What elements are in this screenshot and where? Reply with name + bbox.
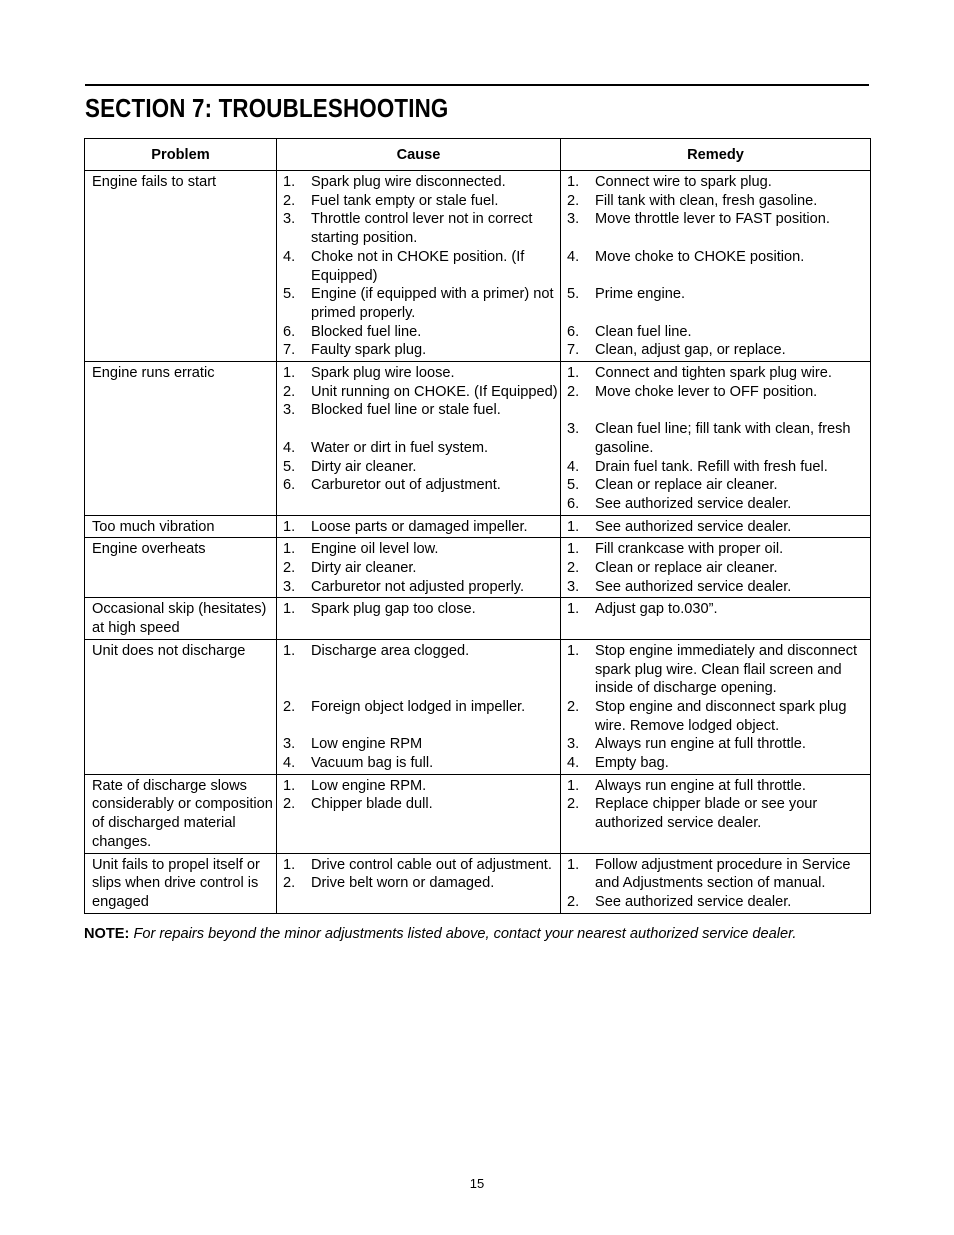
remedy-cell [561, 774, 871, 853]
cause-cell [277, 598, 561, 639]
cause-text: Carburetor out of adjustment. [311, 477, 501, 494]
remedy-number: 4. [567, 458, 580, 475]
cause-text: Dirty air cleaner. [311, 560, 417, 577]
cause-number: 6. [283, 323, 296, 340]
cause-text: Blocked fuel line. [311, 323, 422, 340]
cause-item [277, 777, 560, 796]
cause-text: Loose parts or damaged impeller. [311, 518, 528, 535]
cause-list [277, 600, 560, 619]
cause-cell [277, 171, 561, 362]
cause-text: Engine (if equipped with a primer) not primed properly. [311, 286, 554, 321]
table-row [85, 515, 871, 538]
cause-item [277, 642, 560, 698]
cause-text: Discharge area clogged. [311, 642, 470, 659]
remedy-item [561, 248, 870, 285]
remedy-item [561, 600, 870, 619]
remedy-number: 2. [567, 698, 580, 715]
cause-text: Drive control cable out of adjustment. [311, 856, 552, 873]
remedy-text: See authorized service dealer. [595, 578, 792, 595]
remedy-cell [561, 171, 871, 362]
remedy-text: See authorized service dealer. [595, 495, 792, 512]
cause-text: Foreign object lodged in impeller. [311, 698, 526, 715]
remedy-item [561, 735, 870, 754]
remedy-item [561, 578, 870, 597]
cause-cell [277, 362, 561, 516]
remedy-text: Adjust gap to.030”. [595, 601, 718, 618]
cause-item [277, 754, 560, 773]
problem-cell: Engine runs erratic [85, 362, 277, 516]
remedy-item [561, 173, 870, 192]
remedy-text: Always run engine at full throttle. [595, 736, 806, 753]
cause-text: Throttle control lever not in correct starting position. [311, 211, 533, 247]
section-rule [85, 84, 869, 86]
remedy-item [561, 795, 870, 832]
note-text: For repairs beyond the minor adjustments listed above, contact your nearest authorized service dealer. [133, 926, 797, 942]
cause-text: Fuel tank empty or stale fuel. [311, 192, 499, 209]
problem-cell: Too much vibration [85, 515, 277, 538]
remedy-item [561, 383, 870, 420]
remedy-item [561, 420, 870, 457]
table-body [85, 171, 871, 914]
page-number: 15 [469, 1176, 485, 1191]
cause-list [277, 518, 560, 537]
remedy-item [561, 518, 870, 537]
cause-number: 3. [283, 211, 296, 228]
remedy-text: Empty bag. [595, 755, 669, 772]
cause-number: 4. [283, 755, 296, 772]
cause-item [277, 458, 560, 477]
remedy-text: Move choke to CHOKE position. [595, 248, 805, 265]
remedy-text: Stop engine and disconnect spark plug wire. Remove lodged object. [595, 698, 847, 734]
remedy-text: Clean or replace air cleaner. [595, 560, 778, 577]
cause-item [277, 323, 560, 342]
remedy-text: Move throttle lever to FAST position. [595, 211, 830, 228]
remedy-item [561, 285, 870, 322]
note-label: NOTE: [84, 926, 130, 942]
cause-text: Spark plug wire disconnected. [311, 174, 506, 190]
cause-list [277, 777, 560, 814]
remedy-number: 7. [567, 342, 580, 359]
remedy-item [561, 777, 870, 796]
cause-text: Chipper blade dull. [311, 796, 433, 813]
remedy-list [561, 777, 870, 833]
cause-text: Carburetor not adjusted properly. [311, 578, 525, 595]
cause-text: Vacuum bag is full. [311, 755, 434, 772]
cause-text: Spark plug wire loose. [311, 365, 455, 382]
cause-item [277, 856, 560, 875]
cause-number: 2. [283, 698, 296, 715]
cause-item [277, 578, 560, 597]
cause-number: 1. [283, 365, 296, 382]
problem-cell: Occasional skip (hesitates) at high speed [85, 598, 277, 639]
remedy-cell [561, 598, 871, 639]
cause-number: 2. [283, 875, 296, 892]
remedy-list [561, 540, 870, 596]
remedy-number: 2. [567, 192, 580, 209]
remedy-number: 3. [567, 211, 580, 228]
remedy-number: 1. [567, 601, 580, 618]
cause-item [277, 210, 560, 247]
remedy-number: 2. [567, 796, 580, 813]
cause-text: Water or dirt in fuel system. [311, 439, 489, 456]
section-heading: SECTION 7: TROUBLESHOOTING [85, 93, 449, 123]
cause-item [277, 600, 560, 619]
remedy-number: 1. [567, 777, 580, 794]
remedy-number: 4. [567, 248, 580, 265]
remedy-number: 4. [567, 755, 580, 772]
remedy-cell [561, 853, 871, 913]
cause-number: 1. [283, 642, 296, 659]
cause-item [277, 364, 560, 383]
remedy-number: 1. [567, 518, 580, 535]
remedy-list [561, 364, 870, 514]
problem-cell: Unit does not discharge [85, 639, 277, 774]
remedy-item [561, 364, 870, 383]
remedy-text: Stop engine immediately and disconnect spark plug wire. Clean flail screen and inside of discharge opening. [595, 642, 858, 697]
remedy-number: 2. [567, 383, 580, 400]
cause-number: 1. [283, 777, 296, 794]
cause-item [277, 874, 560, 893]
remedy-text: Prime engine. [595, 286, 686, 303]
remedy-cell [561, 538, 871, 598]
remedy-item [561, 323, 870, 342]
table-row [85, 639, 871, 774]
remedy-item [561, 192, 870, 211]
remedy-text: Clean fuel line; fill tank with clean, fresh gasoline. [595, 421, 851, 456]
header-problem: Problem [85, 139, 277, 171]
remedy-number: 1. [567, 856, 580, 873]
remedy-number: 3. [567, 736, 580, 753]
cause-number: 3. [283, 578, 296, 595]
remedy-item [561, 476, 870, 495]
remedy-item [561, 210, 870, 247]
cause-text: Faulty spark plug. [311, 342, 427, 359]
cause-text: Unit running on CHOKE. (If Equipped) [311, 383, 558, 400]
remedy-item [561, 458, 870, 477]
remedy-item [561, 698, 870, 735]
remedy-text: Fill crankcase with proper oil. [595, 541, 784, 558]
remedy-list [561, 642, 870, 773]
remedy-number: 3. [567, 421, 580, 438]
remedy-text: Connect wire to spark plug. [595, 174, 772, 190]
remedy-item [561, 893, 870, 912]
cause-number: 5. [283, 286, 296, 303]
cause-number: 1. [283, 601, 296, 618]
remedy-number: 1. [567, 174, 580, 190]
troubleshooting-table [84, 138, 871, 914]
remedy-text: See authorized service dealer. [595, 518, 792, 535]
cause-item [277, 559, 560, 578]
remedy-list [561, 173, 870, 360]
cause-item [277, 192, 560, 211]
header-remedy: Remedy [561, 139, 871, 171]
cause-cell [277, 774, 561, 853]
cause-item [277, 518, 560, 537]
cause-text: Low engine RPM. [311, 777, 427, 794]
remedy-text: Move choke lever to OFF position. [595, 383, 818, 400]
remedy-item [561, 642, 870, 698]
header-cause: Cause [277, 139, 561, 171]
remedy-item [561, 540, 870, 559]
cause-number: 2. [283, 192, 296, 209]
cause-cell [277, 538, 561, 598]
cause-item [277, 401, 560, 438]
table-row [85, 598, 871, 639]
problem-cell: Engine fails to start [85, 171, 277, 362]
cause-number: 6. [283, 477, 296, 494]
remedy-text: See authorized service dealer. [595, 894, 792, 910]
cause-number: 5. [283, 458, 296, 475]
cause-item [277, 439, 560, 458]
table-row [85, 853, 871, 913]
cause-item [277, 248, 560, 285]
remedy-number: 2. [567, 894, 580, 910]
cause-text: Low engine RPM [311, 736, 423, 753]
cause-text: Dirty air cleaner. [311, 458, 417, 475]
remedy-item [561, 754, 870, 773]
remedy-text: Always run engine at full throttle. [595, 777, 806, 794]
cause-number: 1. [283, 518, 296, 535]
remedy-item [561, 341, 870, 360]
cause-cell [277, 853, 561, 913]
cause-number: 4. [283, 439, 296, 456]
remedy-number: 3. [567, 578, 580, 595]
remedy-item [561, 495, 870, 514]
cause-item [277, 383, 560, 402]
problem-cell: Rate of discharge slows considerably or composition of discharged material changes. [85, 774, 277, 853]
cause-number: 7. [283, 342, 296, 359]
cause-item [277, 795, 560, 814]
remedy-text: Connect and tighten spark plug wire. [595, 365, 832, 382]
cause-number: 2. [283, 383, 296, 400]
cause-item [277, 476, 560, 495]
remedy-text: Replace chipper blade or see your authorized service dealer. [595, 796, 818, 832]
problem-cell: Unit fails to propel itself or slips when drive control is engaged [85, 853, 277, 913]
remedy-number: 5. [567, 477, 580, 494]
cause-number: 4. [283, 248, 296, 265]
cause-item [277, 540, 560, 559]
note [84, 925, 796, 943]
remedy-item [561, 559, 870, 578]
cause-list [277, 856, 560, 893]
table-row [85, 538, 871, 598]
remedy-number: 1. [567, 541, 580, 558]
cause-list [277, 642, 560, 773]
cause-list [277, 173, 560, 360]
remedy-list [561, 518, 870, 537]
cause-item [277, 698, 560, 735]
cause-number: 2. [283, 560, 296, 577]
cause-number: 3. [283, 402, 296, 419]
remedy-cell [561, 362, 871, 516]
table-row [85, 362, 871, 516]
remedy-text: Clean fuel line. [595, 323, 692, 340]
cause-list [277, 540, 560, 596]
cause-item [277, 341, 560, 360]
remedy-number: 2. [567, 560, 580, 577]
remedy-number: 1. [567, 642, 580, 659]
table-row [85, 774, 871, 853]
remedy-number: 5. [567, 286, 580, 303]
remedy-number: 6. [567, 495, 580, 512]
remedy-text: Fill tank with clean, fresh gasoline. [595, 192, 818, 209]
cause-number: 1. [283, 856, 296, 873]
remedy-list [561, 600, 870, 619]
remedy-cell [561, 515, 871, 538]
cause-number: 1. [283, 174, 296, 190]
cause-cell [277, 639, 561, 774]
remedy-number: 1. [567, 365, 580, 382]
cause-item [277, 735, 560, 754]
remedy-number: 6. [567, 323, 580, 340]
remedy-text: Follow adjustment procedure in Service and Adjustments section of manual. [595, 856, 851, 892]
cause-cell [277, 515, 561, 538]
cause-text: Engine oil level low. [311, 541, 439, 558]
cause-number: 3. [283, 736, 296, 753]
remedy-text: Drain fuel tank. Refill with fresh fuel. [595, 458, 828, 475]
cause-text: Spark plug gap too close. [311, 601, 476, 618]
remedy-text: Clean, adjust gap, or replace. [595, 342, 786, 359]
problem-cell: Engine overheats [85, 538, 277, 598]
remedy-item [561, 856, 870, 893]
cause-list [277, 364, 560, 495]
remedy-text: Clean or replace air cleaner. [595, 477, 778, 494]
remedy-list [561, 856, 870, 912]
cause-text: Blocked fuel line or stale fuel. [311, 402, 501, 419]
cause-text: Drive belt worn or damaged. [311, 875, 495, 892]
cause-item [277, 173, 560, 192]
remedy-cell [561, 639, 871, 774]
cause-number: 1. [283, 541, 296, 558]
table-row [85, 171, 871, 362]
cause-number: 2. [283, 796, 296, 813]
table-header-row [85, 139, 871, 171]
cause-item [277, 285, 560, 322]
cause-text: Choke not in CHOKE position. (If Equipped) [311, 248, 525, 284]
